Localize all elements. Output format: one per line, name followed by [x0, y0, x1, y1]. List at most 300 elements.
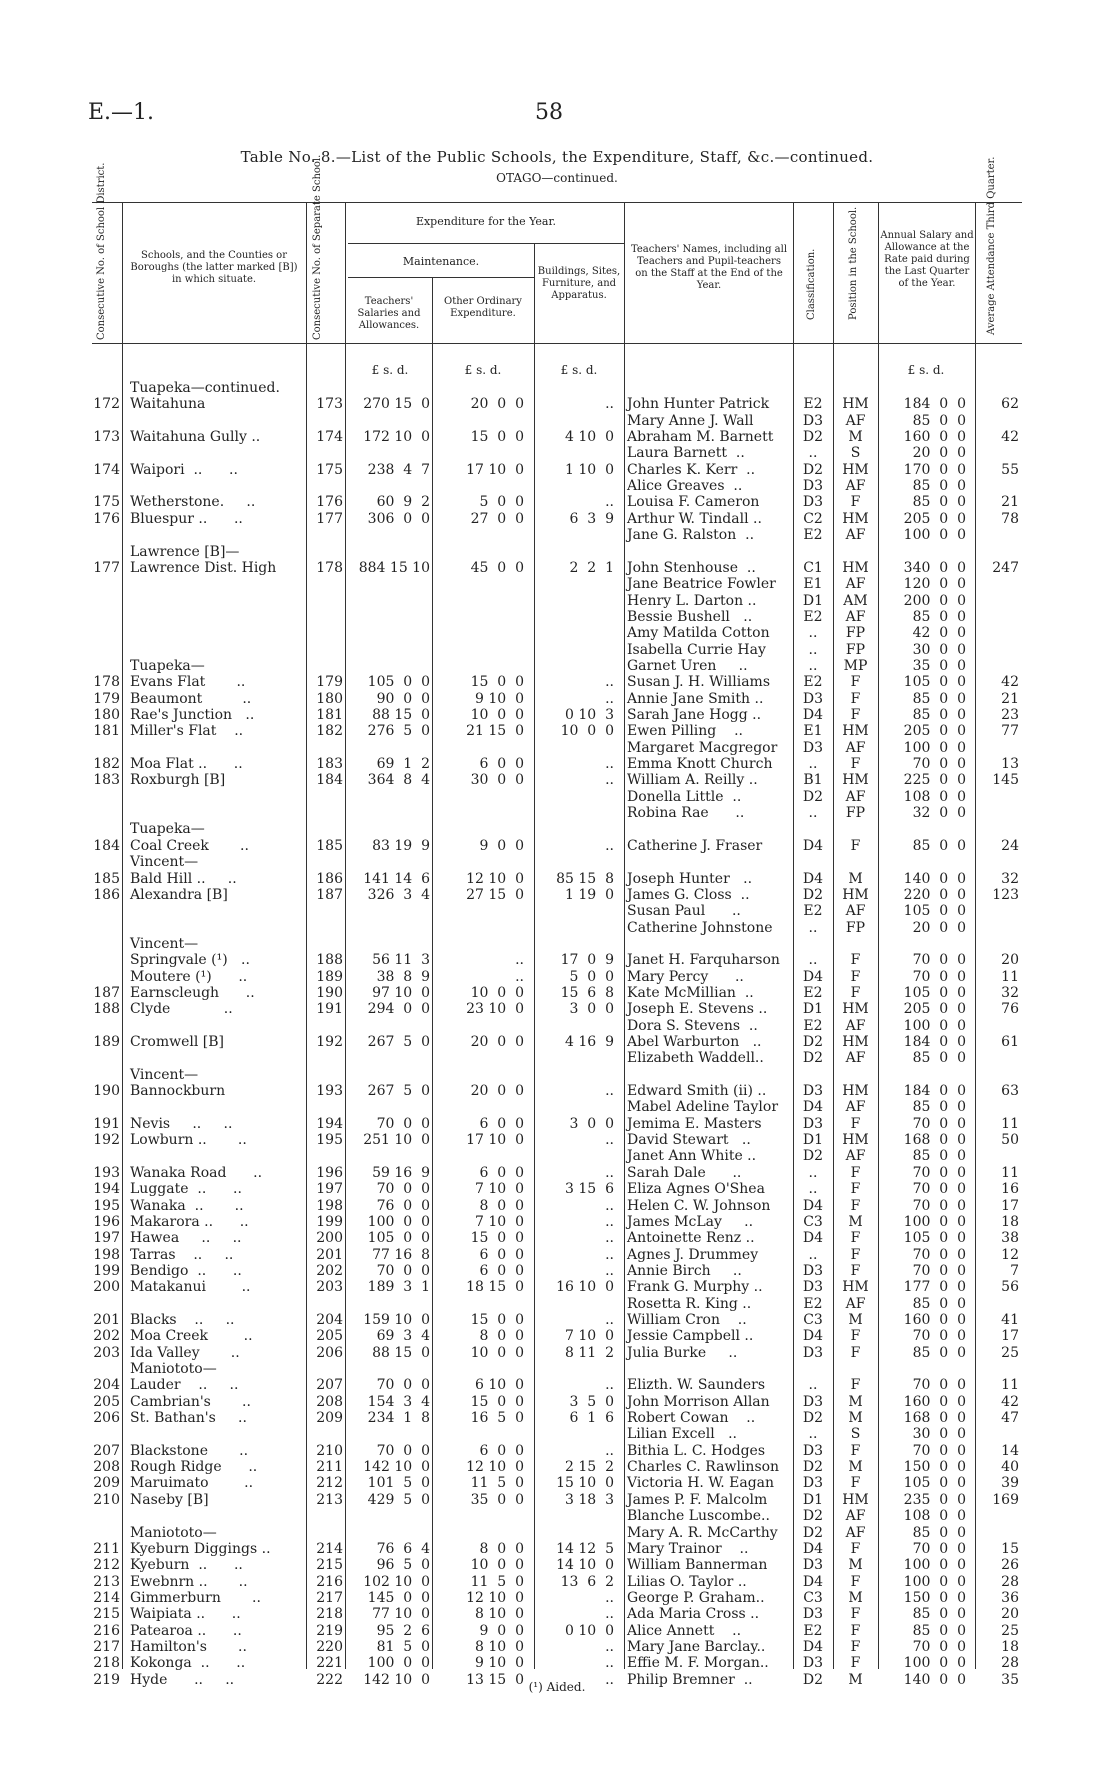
classification: D3	[802, 494, 824, 511]
separate-number: 209	[316, 1410, 343, 1427]
other-expenditure: 6 0 0	[479, 1262, 524, 1279]
separate-number: 178	[316, 559, 343, 576]
position: AF	[845, 576, 866, 593]
separate-number: 193	[316, 1083, 343, 1100]
annual-salary: 30 0 0	[912, 1426, 966, 1443]
attendance: 36	[1001, 1589, 1019, 1606]
position: F	[850, 1262, 861, 1279]
classification: D4	[802, 968, 824, 985]
school-name: Blacks .. ..	[130, 1311, 235, 1328]
other-expenditure: 8 10 0	[475, 1606, 524, 1623]
table-title: Table No. 8.—List of the Public Schools, the Expenditure, Staff, &c.—continued.	[240, 148, 874, 166]
district-number: 219	[93, 1671, 120, 1688]
position: AF	[845, 1050, 866, 1067]
teachers-salaries: 59 16 9	[372, 1164, 430, 1181]
position: F	[850, 952, 861, 969]
classification: D3	[802, 1344, 824, 1361]
attendance: 55	[1001, 461, 1019, 478]
buildings-amount: ..	[605, 1262, 614, 1279]
classification: D3	[802, 1655, 824, 1672]
attendance: 35	[1001, 1671, 1019, 1688]
annual-salary: 168 0 0	[903, 1132, 966, 1149]
district-number: 190	[93, 1083, 120, 1100]
buildings-amount: ..	[605, 1638, 614, 1655]
annual-salary: 70 0 0	[912, 968, 966, 985]
classification: D1	[802, 1491, 824, 1508]
district-number: 180	[93, 707, 120, 723]
position: AF	[845, 1017, 866, 1034]
school-name: Cromwell [B]	[130, 1034, 224, 1050]
position: M	[848, 1671, 863, 1688]
teachers-salaries: 70 0 0	[376, 1377, 430, 1394]
buildings-amount: 8 11 2	[565, 1344, 614, 1361]
position: M	[848, 870, 863, 887]
teachers-salaries: 189 3 1	[367, 1279, 430, 1296]
position: HM	[842, 1491, 869, 1508]
buildings-amount: 14 12 5	[556, 1540, 614, 1557]
attendance: 11	[1001, 1377, 1019, 1394]
annual-salary: 100 0 0	[903, 1557, 966, 1574]
classification: C2	[803, 510, 823, 527]
school-name: Ida Valley ..	[130, 1344, 240, 1361]
separate-number: 182	[316, 723, 343, 740]
school-name: Maruimato ..	[130, 1475, 254, 1492]
school-name: Blackstone ..	[130, 1442, 249, 1459]
position: M	[848, 1459, 863, 1476]
teacher-name: Arthur W. Tindall ..	[627, 510, 762, 527]
expenditure-rule	[348, 243, 624, 244]
annual-salary: 70 0 0	[912, 1377, 966, 1394]
district-number: 177	[93, 559, 120, 576]
teacher-name: Jane Beatrice Fowler	[627, 576, 776, 593]
school-name: Lawrence Dist. High	[130, 559, 277, 576]
classification: B1	[803, 772, 823, 789]
classification: D3	[802, 739, 824, 756]
classification: D2	[802, 1524, 824, 1541]
position: F	[850, 1540, 861, 1557]
classification: D4	[802, 870, 824, 887]
teachers-salaries: 884 15 10	[358, 559, 430, 576]
school-name: Cambrian's ..	[130, 1393, 251, 1410]
teacher-name: Bithia L. C. Hodges	[627, 1442, 766, 1459]
teachers-salaries: 76 6 4	[376, 1540, 430, 1557]
other-expenditure: 5 0 0	[479, 494, 524, 511]
annual-salary: 20 0 0	[912, 445, 966, 462]
position: M	[848, 1393, 863, 1410]
buildings-amount: ..	[605, 837, 614, 854]
teacher-name: Sarah Jane Hogg ..	[627, 707, 762, 723]
other-expenditure: 6 0 0	[479, 1115, 524, 1132]
teachers-salaries: 154 3 4	[367, 1393, 430, 1410]
table-top-rule	[92, 202, 1022, 203]
teacher-name: William Cron ..	[627, 1311, 747, 1328]
other-expenditure: 9 10 0	[475, 1655, 524, 1672]
classification: ..	[808, 805, 818, 822]
header-expenditure: Expenditure for the Year.	[415, 215, 557, 228]
other-expenditure: ..	[515, 952, 524, 969]
teachers-salaries: 159 10 0	[363, 1311, 430, 1328]
buildings-amount: ..	[605, 1377, 614, 1394]
separate-number: 173	[316, 396, 343, 413]
other-expenditure: ..	[515, 968, 524, 985]
header-consecutive-no: Consecutive No. of School District.	[96, 162, 107, 340]
separate-number: 212	[316, 1475, 343, 1492]
annual-salary: 105 0 0	[903, 1475, 966, 1492]
teachers-salaries: 141 14 6	[363, 870, 430, 887]
other-expenditure: 30 0 0	[470, 772, 524, 789]
district-number: 191	[93, 1115, 120, 1132]
teacher-name: Agnes J. Drummey	[627, 1246, 759, 1263]
classification: D4	[802, 1230, 824, 1247]
attendance: 13	[1001, 756, 1019, 773]
classification: D3	[802, 412, 824, 429]
other-expenditure: 17 10 0	[466, 461, 524, 478]
school-name: Moutere (¹) ..	[130, 968, 248, 985]
classification: D4	[802, 1197, 824, 1214]
attendance: 77	[1001, 723, 1019, 740]
school-name: Evans Flat ..	[130, 674, 246, 691]
district-number: 212	[93, 1557, 120, 1574]
attendance: 42	[1001, 429, 1019, 446]
annual-salary: 140 0 0	[903, 1671, 966, 1688]
position: F	[850, 674, 861, 691]
teachers-salaries: 77 10 0	[372, 1606, 430, 1623]
district-number: 199	[93, 1262, 120, 1279]
classification: D2	[802, 1671, 824, 1688]
position: M	[848, 429, 863, 446]
teachers-salaries: 145 0 0	[367, 1589, 430, 1606]
teachers-salaries: 97 10 0	[372, 984, 430, 1001]
position: AM	[843, 592, 868, 609]
classification: D3	[802, 1262, 824, 1279]
classification: E2	[803, 396, 823, 413]
separate-number: 217	[316, 1589, 343, 1606]
teachers-salaries: 102 10 0	[363, 1573, 430, 1590]
classification: C3	[803, 1213, 823, 1230]
attendance: 11	[1001, 968, 1019, 985]
position: HM	[842, 772, 869, 789]
classification: E1	[803, 576, 823, 593]
attendance: 28	[1001, 1573, 1019, 1590]
attendance: 169	[992, 1491, 1019, 1508]
buildings-amount: ..	[605, 494, 614, 511]
teacher-name: Henry L. Darton ..	[627, 592, 757, 609]
teacher-name: Joseph Hunter ..	[627, 870, 753, 887]
position: FP	[845, 641, 866, 658]
school-name: Bannockburn	[130, 1083, 226, 1100]
separate-number: 203	[316, 1279, 343, 1296]
district-number: 187	[93, 984, 120, 1001]
teachers-salaries: 326 3 4	[367, 886, 430, 903]
district-number: 218	[93, 1655, 120, 1672]
teacher-name: Mary Percy ..	[627, 968, 744, 985]
separate-number: 191	[316, 1001, 343, 1018]
teacher-name: William A. Reilly ..	[627, 772, 758, 789]
school-name: Lauder .. ..	[130, 1377, 239, 1394]
teacher-name: Catherine J. Fraser	[627, 837, 763, 854]
position: F	[850, 984, 861, 1001]
annual-salary: 70 0 0	[912, 1328, 966, 1345]
other-expenditure: 23 10 0	[466, 1001, 524, 1018]
district-number: 189	[93, 1034, 120, 1050]
teacher-name: Abraham M. Barnett	[627, 429, 774, 446]
separate-number: 211	[316, 1459, 343, 1476]
district-number: 194	[93, 1181, 120, 1198]
district-number: 217	[93, 1638, 120, 1655]
annual-salary: 70 0 0	[912, 1164, 966, 1181]
teachers-salaries: 81 5 0	[376, 1638, 430, 1655]
teacher-name: James McLay ..	[627, 1213, 754, 1230]
position: F	[850, 1475, 861, 1492]
classification: D3	[802, 1279, 824, 1296]
district-number: 206	[93, 1410, 120, 1427]
school-name: Lowburn .. ..	[130, 1132, 247, 1149]
attendance: 28	[1001, 1655, 1019, 1672]
maintenance-rule	[348, 277, 534, 278]
annual-salary: 70 0 0	[912, 1540, 966, 1557]
buildings-amount: ..	[605, 1589, 614, 1606]
teachers-salaries: 70 0 0	[376, 1115, 430, 1132]
school-name: Bald Hill .. ..	[130, 870, 237, 887]
teacher-name: Charles C. Rawlinson	[627, 1459, 780, 1476]
position: HM	[842, 461, 869, 478]
other-expenditure: 18 15 0	[466, 1279, 524, 1296]
buildings-amount: ..	[605, 1671, 614, 1688]
annual-salary: 100 0 0	[903, 1017, 966, 1034]
annual-salary: 70 0 0	[912, 1638, 966, 1655]
buildings-amount: ..	[605, 756, 614, 773]
school-name: Tuapeka—	[130, 657, 205, 674]
position: AF	[845, 412, 866, 429]
position: AF	[845, 1099, 866, 1116]
attendance: 14	[1001, 1442, 1019, 1459]
teacher-name: Frank G. Murphy ..	[627, 1279, 763, 1296]
district-number: 201	[93, 1311, 120, 1328]
other-expenditure: 6 10 0	[475, 1377, 524, 1394]
annual-salary: 105 0 0	[903, 984, 966, 1001]
separate-number: 188	[316, 952, 343, 969]
buildings-amount: ..	[605, 1164, 614, 1181]
classification: D2	[802, 1148, 824, 1165]
school-name: Waitahuna Gully ..	[130, 429, 261, 446]
classification: D1	[802, 592, 824, 609]
classification: ..	[808, 445, 818, 462]
separate-number: 187	[316, 886, 343, 903]
district-number: 179	[93, 690, 120, 707]
buildings-amount: 3 5 0	[569, 1393, 614, 1410]
classification: ..	[808, 657, 818, 674]
teacher-name: Joseph E. Stevens ..	[627, 1001, 768, 1018]
position: MP	[843, 657, 868, 674]
attendance: 61	[1001, 1034, 1019, 1050]
buildings-amount: ..	[605, 1606, 614, 1623]
separate-number: 204	[316, 1311, 343, 1328]
position: AF	[845, 788, 866, 805]
other-expenditure: 10 0 0	[470, 1557, 524, 1574]
annual-salary: 100 0 0	[903, 1213, 966, 1230]
classification: D4	[802, 1099, 824, 1116]
buildings-amount: 3 0 0	[569, 1115, 614, 1132]
classification: D4	[802, 1328, 824, 1345]
other-expenditure: 15 0 0	[470, 1230, 524, 1247]
classification: D2	[802, 1459, 824, 1476]
buildings-amount: 14 10 0	[556, 1557, 614, 1574]
teacher-name: Bessie Bushell ..	[627, 608, 753, 625]
classification: D2	[802, 1034, 824, 1050]
buildings-amount: ..	[605, 1655, 614, 1672]
annual-salary: 105 0 0	[903, 903, 966, 920]
other-expenditure: 20 0 0	[470, 396, 524, 413]
teacher-name: Dora S. Stevens ..	[627, 1017, 758, 1034]
school-name: Miller's Flat ..	[130, 723, 244, 740]
page-number: 58	[535, 100, 563, 125]
district-number: 183	[93, 772, 120, 789]
attendance: 42	[1001, 1393, 1019, 1410]
classification: E1	[803, 723, 823, 740]
annual-salary: 220 0 0	[903, 886, 966, 903]
teacher-name: George P. Graham..	[627, 1589, 765, 1606]
attendance: 40	[1001, 1459, 1019, 1476]
annual-salary: 85 0 0	[912, 608, 966, 625]
position: AF	[845, 903, 866, 920]
district-number: 203	[93, 1344, 120, 1361]
other-expenditure: 20 0 0	[470, 1083, 524, 1100]
annual-salary: 225 0 0	[903, 772, 966, 789]
header-salary: Annual Salary and Allowance at the Rate paid during the Last Quarter of the Year.	[880, 230, 974, 289]
position: F	[850, 1181, 861, 1198]
teachers-salaries: 294 0 0	[367, 1001, 430, 1018]
other-expenditure: 16 5 0	[470, 1410, 524, 1427]
buildings-amount: 7 10 0	[565, 1328, 614, 1345]
buildings-amount: 16 10 0	[556, 1279, 614, 1296]
annual-salary: 32 0 0	[912, 805, 966, 822]
annual-salary: 100 0 0	[903, 527, 966, 544]
teachers-salaries: 267 5 0	[367, 1083, 430, 1100]
header-teachers-salaries: Teachers' Salaries and Allowances.	[357, 296, 421, 331]
other-expenditure: 6 0 0	[479, 1442, 524, 1459]
classification: C3	[803, 1311, 823, 1328]
annual-salary: 85 0 0	[912, 690, 966, 707]
classification: D1	[802, 1132, 824, 1149]
school-name: Moa Flat .. ..	[130, 756, 243, 773]
annual-salary: 70 0 0	[912, 1115, 966, 1132]
position: F	[850, 1197, 861, 1214]
other-expenditure: 7 10 0	[475, 1181, 524, 1198]
header-other-expenditure: Other Ordinary Expenditure.	[444, 296, 522, 319]
district-number: 172	[93, 396, 120, 413]
classification: D4	[802, 1573, 824, 1590]
attendance: 16	[1001, 1181, 1019, 1198]
separate-number: 194	[316, 1115, 343, 1132]
header-school: Schools, and the Counties or Boroughs (the latter marked [B]) in which situate.	[130, 250, 298, 285]
district-number: 188	[93, 1001, 120, 1018]
teachers-salaries: 142 10 0	[363, 1459, 430, 1476]
teacher-name: Mary Trainor ..	[627, 1540, 749, 1557]
annual-salary: 85 0 0	[912, 707, 966, 723]
district-number: 184	[93, 837, 120, 854]
teachers-salaries: 76 0 0	[376, 1197, 430, 1214]
annual-salary: 160 0 0	[903, 1311, 966, 1328]
teacher-name: Rosetta R. King ..	[627, 1295, 752, 1312]
district-number: 178	[93, 674, 120, 691]
attendance: 25	[1001, 1344, 1019, 1361]
school-name: Springvale (¹) ..	[130, 952, 250, 969]
teacher-name: Alice Greaves ..	[627, 478, 743, 495]
classification: D2	[802, 788, 824, 805]
buildings-amount: 2 2 1	[569, 559, 614, 576]
buildings-amount: 15 6 8	[560, 984, 614, 1001]
attendance: 32	[1001, 870, 1019, 887]
district-number: 205	[93, 1393, 120, 1410]
header-maintenance: Maintenance.	[402, 255, 480, 268]
attendance: 26	[1001, 1557, 1019, 1574]
teacher-name: Victoria H. W. Eagan	[627, 1475, 775, 1492]
attendance: 41	[1001, 1311, 1019, 1328]
teacher-name: Jemima E. Masters	[627, 1115, 762, 1132]
annual-salary: 85 0 0	[912, 1524, 966, 1541]
other-expenditure: 9 0 0	[479, 1622, 524, 1639]
separate-number: 207	[316, 1377, 343, 1394]
separate-number: 190	[316, 984, 343, 1001]
teachers-salaries: 90 0 0	[376, 690, 430, 707]
teacher-name: Julia Burke ..	[627, 1344, 738, 1361]
header-position: Position in the School.	[848, 206, 859, 320]
district-number: 174	[93, 461, 120, 478]
classification: D3	[802, 1606, 824, 1623]
other-expenditure: 20 0 0	[470, 1034, 524, 1050]
position: M	[848, 1311, 863, 1328]
position: AF	[845, 1295, 866, 1312]
position: F	[850, 1442, 861, 1459]
teachers-salaries: 70 0 0	[376, 1181, 430, 1198]
school-name: Rae's Junction ..	[130, 707, 255, 723]
buildings-amount: 6 3 9	[569, 510, 614, 527]
position: HM	[842, 1034, 869, 1050]
teachers-salaries: 270 15 0	[363, 396, 430, 413]
annual-salary: 70 0 0	[912, 756, 966, 773]
teacher-name: Helen C. W. Johnson	[627, 1197, 771, 1214]
school-name: Wanaka .. ..	[130, 1197, 244, 1214]
district-number: 193	[93, 1164, 120, 1181]
teacher-name: James G. Closs ..	[627, 886, 750, 903]
annual-salary: 70 0 0	[912, 1197, 966, 1214]
school-name: Kokonga .. ..	[130, 1655, 246, 1672]
district-number: 186	[93, 886, 120, 903]
position: HM	[842, 396, 869, 413]
teacher-name: Blanche Luscombe..	[627, 1508, 770, 1525]
school-name: Wetherstone. ..	[130, 494, 256, 511]
annual-salary: 70 0 0	[912, 1262, 966, 1279]
school-name: Hawea .. ..	[130, 1230, 242, 1247]
position: AF	[845, 1524, 866, 1541]
annual-salary: 85 0 0	[912, 494, 966, 511]
other-expenditure: 10 0 0	[470, 984, 524, 1001]
separate-number: 210	[316, 1442, 343, 1459]
school-name: Lawrence [B]—	[130, 543, 240, 560]
position: HM	[842, 723, 869, 740]
classification: E2	[803, 1622, 823, 1639]
buildings-amount: ..	[605, 1083, 614, 1100]
district-number: 216	[93, 1622, 120, 1639]
teacher-name: Elizabeth Waddell..	[627, 1050, 764, 1067]
position: F	[850, 1246, 861, 1263]
classification: D2	[802, 461, 824, 478]
buildings-amount: 85 15 8	[556, 870, 614, 887]
position: HM	[842, 1083, 869, 1100]
other-expenditure: 6 0 0	[479, 756, 524, 773]
attendance: 15	[1001, 1540, 1019, 1557]
attendance: 11	[1001, 1115, 1019, 1132]
